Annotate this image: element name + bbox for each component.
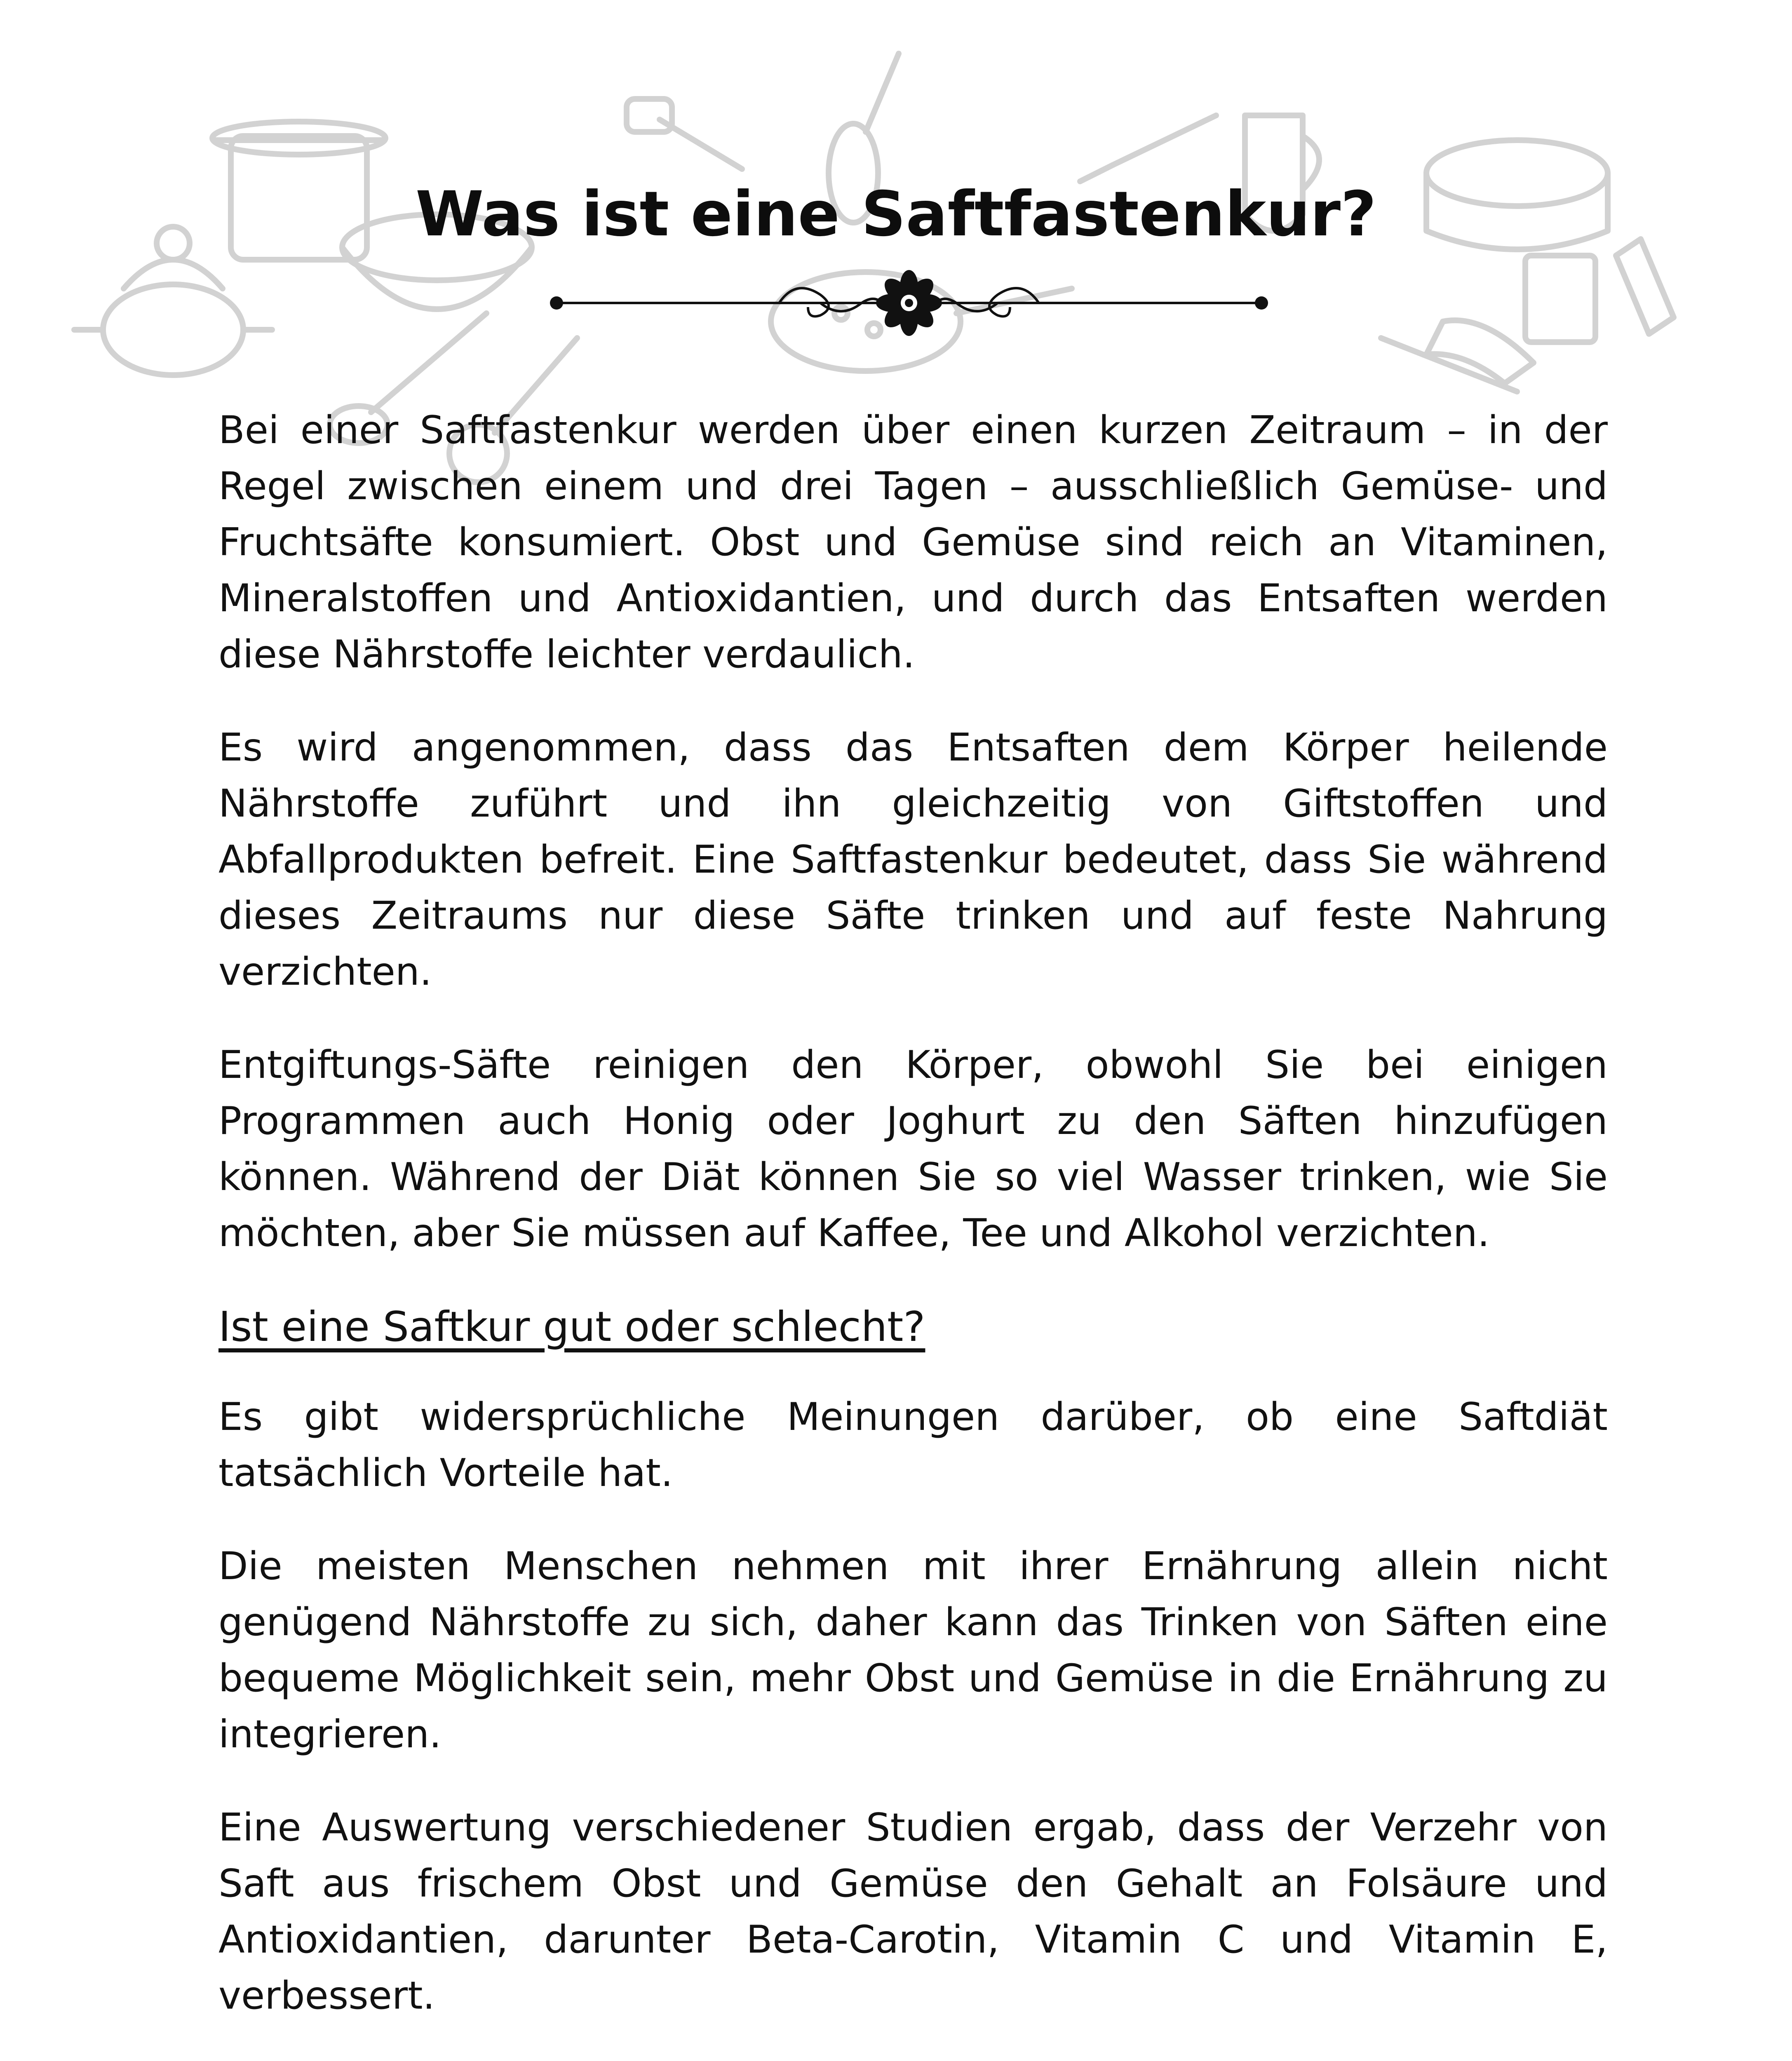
paragraph: Die meisten Menschen nehmen mit ihrer Ernährung allein nicht genügend Nährstoffe zu sich, daher kann das Trinken von Säften eine bequeme Möglichkeit sein, mehr Obst und Gemüse in die Ernährung zu integrieren. [218, 1544, 1608, 1756]
paragraph: Es gibt widersprüchliche Meinungen darüber, ob eine Saftdiät tatsächlich Vorteile hat. [218, 1394, 1608, 1495]
article-body [218, 402, 1608, 2061]
paragraph: Eine Auswertung verschiedener Studien ergab, dass der Verzehr von Saft aus frischem Obst und Gemüse den Gehalt an Folsäure und Antioxidantien, darunter Beta-Carotin, Vitamin C und Vitamin E, verbessert. [218, 1805, 1608, 2018]
section-subheading: Ist eine Saftkur gut oder schlecht? [218, 1303, 925, 1351]
flower-divider-ornament [548, 270, 1270, 336]
paragraph: Bei einer Saftfastenkur werden über einen kurzen Zeitraum – in der Regel zwischen einem und drei Tagen – ausschließlich Gemüse- und Fruchtsäfte konsumiert. Obst und Gemüse sind reich an Vitaminen, Mineralstoffen und Antioxidantien, und durch das Entsaften werden diese Nährstoffe leichter verdaulich. [218, 408, 1608, 676]
flower-icon [876, 270, 942, 336]
page-title: Was ist eine Saftfastenkur? [415, 178, 1377, 250]
paragraph: Es wird angenommen, dass das Entsaften dem Körper heilende Nährstoffe zuführt und ihn gleichzeitig von Giftstoffen und Abfallprodukten befreit. Eine Saftfastenkur bedeutet, dass Sie während dieses Zeitraums nur diese Säfte trinken und auf feste Nahrung verzichten. [218, 725, 1608, 994]
paragraph: Entgiftungs-Säfte reinigen den Körper, obwohl Sie bei einigen Programmen auch Honig oder Joghurt zu den Säften hinzufügen können. Während der Diät können Sie so viel Wasser trinken, wie Sie möchten, aber Sie müssen auf Kaffee, Tee und Alkohol verzichten. [218, 1042, 1608, 1255]
